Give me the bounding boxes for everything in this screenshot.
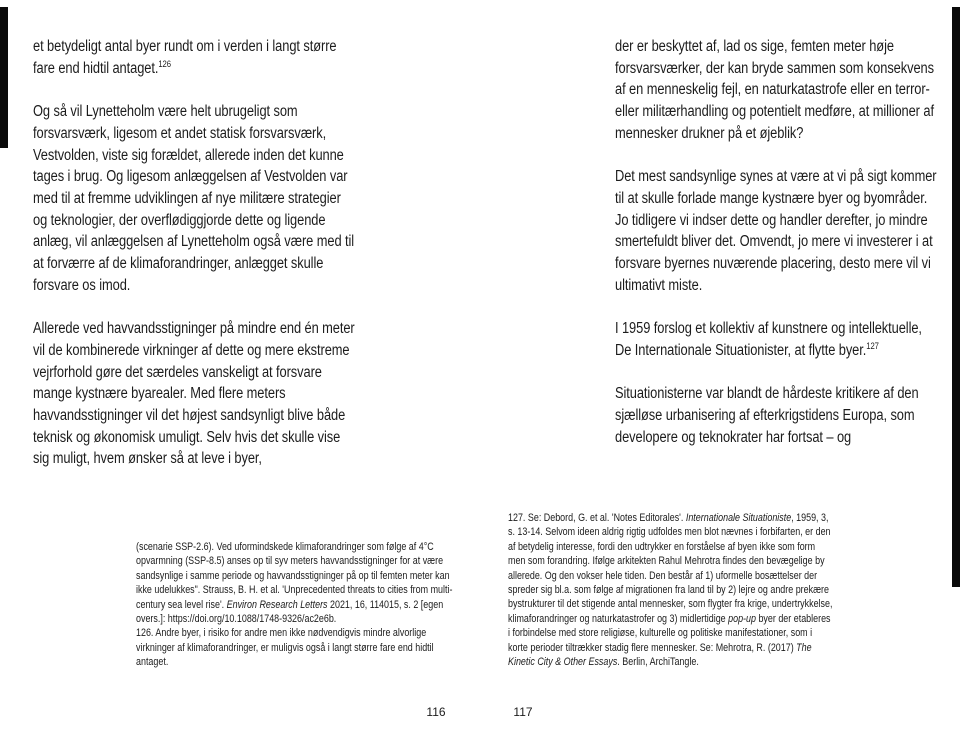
page-116-footnotes <box>136 540 461 670</box>
scan-edge-left <box>0 7 8 148</box>
paragraph: I 1959 forslog et kollektiv af kunstnere og intellektuelle, De Internationale Situationister, at flytte byer.$^{127}$ <box>615 320 922 359</box>
paragraph: Situationisterne var blandt de hårdeste kritikere af den sjælløse urbanisering af efterkrigstidens Europa, som developere og teknokrater har fortsat – og <box>615 385 919 446</box>
paragraph: der er beskyttet af, lad os sige, femten meter høje forsvarsværker, der kan bryde sammen som konsekvens af en menneskelig fejl, en naturkatastrofe eller en terror- eller militærhandling og potentielt medføre, at millioner af mennesker drukner på et øjeblik? <box>615 38 934 142</box>
page-117-footnotes <box>508 511 833 669</box>
paragraph: 126. Andre byer, i risiko for andre men ikke nødvendigvis mindre alvorlige virkninger af klimaforandringer, er muligvis også i langt større fare end hidtil antaget. <box>136 627 434 669</box>
scan-edge-right <box>952 7 960 587</box>
page-number-116: 116 <box>426 705 446 719</box>
paragraph: 127. Se: Debord, G. et al. 'Notes Editorales'. Internationale Situationiste, 1959, 3, s. 13-14. Selvom ideen aldrig rigtig udfoldes men blot nævnes i forbifarten, er den af betydelig interesse, fordi den udtrykker en forståelse af byen ikke som form men som forandring. Ifølge arkitekten Rahul Mehrotra findes den bevægelige by allerede. Og den vokser hele tiden. Den består af 1) uformelle bosættelser der spreder sig bl.a. som følge af migrationen fra land til by 2) lejre og andre prekære bystrukturer til det stigende antal mennesker, som flygter fra krige, undertrykkelse, klimaforandringer og naturkatastrofer og 3) midlertidige pop-up byer der etableres i forbindelse med store religiøse, kulturelle og politiske manifestationer, som i korte perioder tiltrækker stadig flere mennesker. Se: Mehrotra, R. (2017) The Kinetic City & Other Essays. Berlin, ArchiTangle. <box>508 512 833 669</box>
page-116-body-text <box>33 36 357 470</box>
paragraph: Og så vil Lynetteholm være helt ubrugeligt som forsvarsværk, ligesom et andet statisk forsvarsværk, Vestvolden, viste sig forældet, allerede inden det kunne tages i brug. Og ligesom anlæggelsen af Vestvolden var med til at fremme udviklingen af nye militære strategier og teknologier, der overflødiggjorde dette og ligende anlæg, vil anlæggelsen af Lynetteholm også være med til at forværre af de klimaforandringer, anlægget skulle forsvare os imod. <box>33 103 355 294</box>
page-number-117: 117 <box>513 705 533 719</box>
paragraph: Allerede ved havvandsstigninger på mindre end én meter vil de kombinerede virkninger af dette og mere ekstreme vejrforhold gøre det særdeles vanskeligt at forsvare mange kystnære byarealer. Med flere meters havvandsstigninger vil det højest sandsynligt blive både teknisk og økonomisk umuligt. Selv hvis det skulle vise sig muligt, hvem ønsker så at leve i byer, <box>33 320 355 468</box>
page-117-body-text <box>615 36 939 448</box>
paragraph: (scenarie SSP-2.6). Ved uformindskede klimaforandringer som følge af 4°C opvarmning (SSP-8.5) anses op til syv meters havvandsstigninger for at være sandsynlige i samme periode og havvandsstigninger på op til femten meter kan ikke udelukkes". Strauss, B. H. et al. 'Unprecedented threats to cities from multi-century sea level rise'. Environ Research Letters 2021, 16, 114015, s. 2 [egen overs.]: https://doi.org/10.1088/1748-9326/ac2e6b. <box>136 541 453 626</box>
paragraph: Det mest sandsynlige synes at være at vi på sigt kommer til at skulle forlade mange kystnære byer og byområder. Jo tidligere vi indser dette og handler derefter, jo mindre smertefuldt bliver det. Omvendt, jo mere vi investerer i at forsvare byernes nuværende placering, desto mere vil vi ultimativt miste. <box>615 168 937 294</box>
paragraph: et betydeligt antal byer rundt om i verden i langt større fare end hidtil antaget.$^{126}$ <box>33 38 337 77</box>
